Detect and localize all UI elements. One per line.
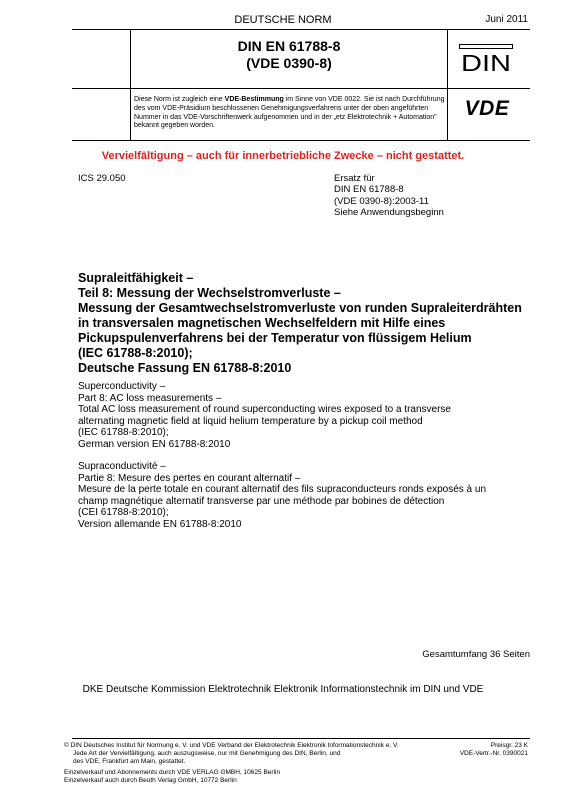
- title-en-line: German version EN 61788-8:2010: [78, 438, 231, 450]
- title-de-line: Pickupspulenverfahrens bei der Temperatur von flüssigem Helium: [78, 331, 472, 345]
- publication-date: Juni 2011: [485, 14, 528, 25]
- title-de-line: Deutsche Fassung EN 61788-8:2010: [78, 361, 292, 375]
- title-german: [78, 271, 528, 376]
- copyright-block: [64, 742, 434, 766]
- title-en-line: Part 8: AC loss measurements –: [78, 392, 222, 404]
- sales-line: Einzelverkauf und Abonnements durch VDE VERLAG GMBH, 10625 Berlin: [64, 769, 281, 776]
- title-fr-line: champ magnétique alternatif transverse par une méthode par bobines de détection: [78, 495, 445, 507]
- replaces-line: Siehe Anwendungsbeginn: [334, 206, 444, 218]
- title-de-line: Teil 8: Messung der Wechselstromverluste –: [78, 286, 341, 300]
- svg-text:DIN: DIN: [461, 50, 511, 74]
- title-fr-line: Mesure de la perte totale en courant alternatif des fils supraconducteurs ronds exposés à un: [78, 484, 487, 495]
- copy-warning: Vervielfältigung – auch für innerbetriebliche Zwecke – nicht gestattet.: [101, 150, 465, 162]
- replaces-line: (VDE 0390-8):2003-11: [334, 195, 429, 207]
- title-english: [78, 381, 528, 450]
- title-de-line: Supraleitfähigkeit –: [78, 271, 194, 285]
- title-de-line: Messung der Gesamtwechselstromverluste von runden Supraleiterdrähten: [78, 301, 522, 315]
- title-en-line: Total AC loss measurement of round superconducting wires exposed to a transverse: [78, 404, 451, 415]
- sales-block: [64, 769, 424, 785]
- title-de-line: (IEC 61788-8:2010);: [78, 346, 193, 360]
- din-logo: [459, 44, 513, 74]
- standard-title: [130, 38, 448, 72]
- title-de-line: in transversalen magnetischen Wechselfeldern mit Hilfe eines: [78, 316, 446, 330]
- title-fr-line: Version allemande EN 61788-8:2010: [78, 518, 242, 530]
- replaces-line: DIN EN 61788-8: [334, 184, 404, 196]
- standard-number: DIN EN 61788-8: [237, 38, 341, 54]
- price-group: Preisgr. 23 K: [490, 742, 528, 749]
- note-box-rule: [72, 140, 530, 141]
- norm-label: DEUTSCHE NORM: [234, 14, 332, 26]
- title-fr-line: Partie 8: Mesure des pertes en courant alternatif –: [78, 472, 301, 484]
- dke-commission: DKE Deutsche Kommission Elektrotechnik Elektronik Informationstechnik im DIN und VDE: [82, 684, 484, 695]
- vde-classification: (VDE 0390-8): [246, 55, 332, 71]
- vde-logo: VDE: [464, 97, 510, 120]
- sales-line: Einzelverkauf auch durch Beuth Verlag GmbH, 10772 Berlin: [64, 777, 237, 784]
- header-rule: [72, 29, 530, 30]
- copyright-line: © DIN Deutsches Institut für Normung e. V. und VDE Verband der Elektrotechnik Elektronik Informationstechnik e. V.: [64, 742, 399, 749]
- copyright-line: des VDE, Frankfurt am Main, gestattet.: [73, 758, 186, 765]
- replaces-block: [334, 173, 444, 218]
- price-block: [460, 742, 528, 758]
- vde-note-prefix: Diese Norm ist zugleich eine: [134, 96, 225, 103]
- title-french: [78, 461, 528, 530]
- copyright-line: Jede Art der Vervielfältigung, auch auszugsweise, nur mit Genehmigung des DIN, Berlin, und: [73, 750, 341, 757]
- title-box-rule: [72, 88, 530, 89]
- vde-regulation-note: [134, 96, 446, 131]
- footer-rule: [72, 738, 530, 739]
- title-en-line: Superconductivity –: [78, 381, 166, 392]
- replaces-line: Ersatz für: [334, 173, 375, 184]
- vde-note-rest: im Sinne von VDE 0022. Sie ist nach Durchführung des vom VDE-Präsidium beschlossenen Genehmigungsverfahrens unter der oben angeführten Nummer in das VDE-Vorschriftenwerk aufgenommen und in der „etz Elektrotechnik + Automation" bekannt gegeben worden.: [134, 96, 445, 130]
- vde-note-bold: VDE-Bestimmung: [224, 96, 284, 103]
- page-count: Gesamtumfang 36 Seiten: [422, 649, 530, 660]
- title-en-line: (IEC 61788-8:2010);: [78, 427, 169, 438]
- vde-contract-number: VDE-Vertr.-Nr. 0390021: [459, 750, 528, 757]
- title-fr-line: (CEI 61788-8:2010);: [78, 507, 169, 518]
- ics-code: ICS 29.050: [78, 173, 126, 184]
- title-en-line: alternating magnetic field at liquid helium temperature by a pickup coil method: [78, 415, 423, 427]
- title-fr-line: Supraconductivité –: [78, 461, 166, 472]
